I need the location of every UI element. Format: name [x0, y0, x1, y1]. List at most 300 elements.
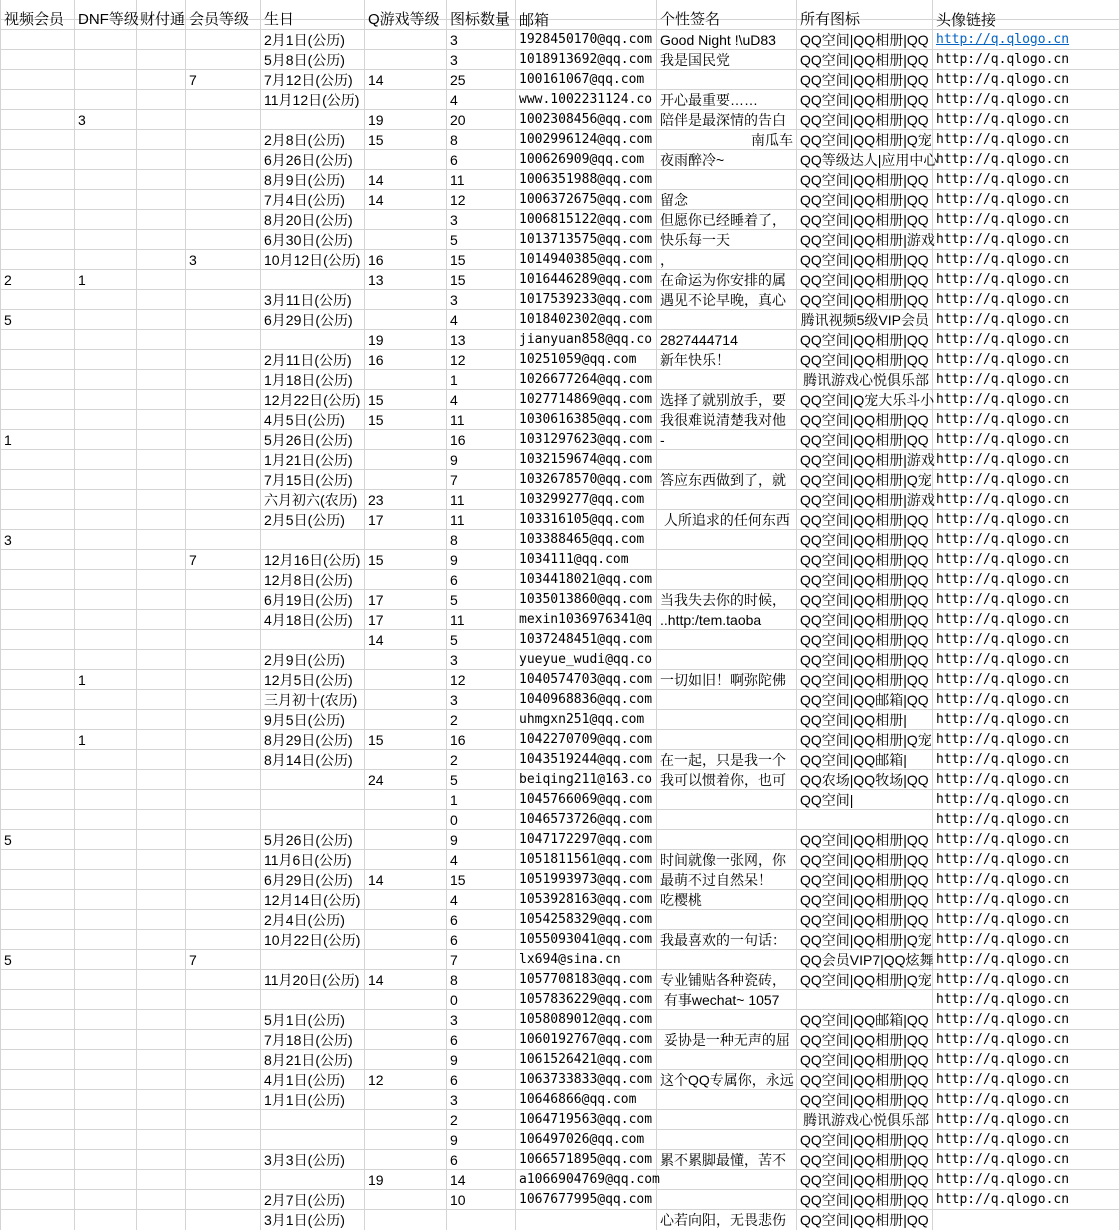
cell-icons[interactable]: QQ空间|QQ相册|QQ [797, 210, 933, 230]
cell-avatar[interactable]: http://q.qlogo.cn [933, 1030, 1120, 1050]
cell-dnf_level[interactable] [75, 290, 137, 310]
cell-video_vip[interactable] [0, 350, 75, 370]
cell-dnf_level[interactable] [75, 970, 137, 990]
cell-icons[interactable]: QQ空间|QQ相册|QQ [797, 90, 933, 110]
header-qgame_level[interactable]: Q游戏等级 [365, 10, 447, 30]
cell-email[interactable]: 1016446289@qq.com [516, 270, 657, 290]
cell-email[interactable]: 1032159674@qq.com [516, 450, 657, 470]
cell-avatar[interactable]: http://q.qlogo.cn [933, 810, 1120, 830]
cell-icons[interactable]: QQ空间|QQ相册|QQ [797, 1050, 933, 1070]
cell-qgame_level[interactable]: 15 [365, 390, 447, 410]
cell-email[interactable]: 1006351988@qq.com [516, 170, 657, 190]
cell-dnf_level[interactable] [75, 310, 137, 330]
cell-avatar[interactable]: http://q.qlogo.cn [933, 650, 1120, 670]
cell-signature[interactable] [657, 810, 797, 830]
cell-email[interactable]: 10646866@qq.com [516, 1090, 657, 1110]
cell-birthday[interactable] [261, 790, 365, 810]
cell-vip_level[interactable] [186, 270, 261, 290]
cell-dnf_level[interactable] [75, 590, 137, 610]
cell-avatar[interactable]: http://q.qlogo.cn [933, 670, 1120, 690]
cell-qgame_level[interactable] [365, 530, 447, 550]
cell-tenpay[interactable] [137, 890, 186, 910]
cell-video_vip[interactable] [0, 850, 75, 870]
cell-birthday[interactable]: 11月6日(公历) [261, 850, 365, 870]
cell-signature[interactable] [657, 370, 797, 390]
cell-email[interactable]: 1037248451@qq.com [516, 630, 657, 650]
cell-icon_count[interactable]: 3 [447, 1010, 516, 1030]
cell-avatar[interactable]: http://q.qlogo.cn [933, 770, 1120, 790]
cell-qgame_level[interactable] [365, 310, 447, 330]
cell-signature[interactable] [657, 910, 797, 930]
cell-dnf_level[interactable] [75, 470, 137, 490]
cell-avatar[interactable]: http://q.qlogo.cn [933, 830, 1120, 850]
cell-icons[interactable]: QQ空间|QQ相册|游戏 [797, 490, 933, 510]
cell-qgame_level[interactable]: 14 [365, 70, 447, 90]
cell-signature[interactable] [657, 790, 797, 810]
cell-avatar[interactable]: http://q.qlogo.cn [933, 910, 1120, 930]
cell-vip_level[interactable] [186, 1110, 261, 1130]
cell-birthday[interactable]: 12月8日(公历) [261, 570, 365, 590]
cell-dnf_level[interactable] [75, 50, 137, 70]
cell-qgame_level[interactable] [365, 470, 447, 490]
cell-tenpay[interactable] [137, 370, 186, 390]
cell-avatar[interactable]: http://q.qlogo.cn [933, 530, 1120, 550]
cell-email[interactable]: 1061526421@qq.com [516, 1050, 657, 1070]
cell-video_vip[interactable] [0, 230, 75, 250]
cell-qgame_level[interactable] [365, 750, 447, 770]
cell-birthday[interactable]: 6月30日(公历) [261, 230, 365, 250]
cell-email[interactable]: yueyue_wudi@qq.co [516, 650, 657, 670]
cell-signature[interactable]: 这个QQ专属你，永远 [657, 1070, 797, 1090]
header-dnf_level[interactable]: DNF等级 [75, 10, 137, 30]
cell-video_vip[interactable]: 1 [0, 430, 75, 450]
cell-signature[interactable] [657, 1170, 797, 1190]
cell-video_vip[interactable] [0, 1010, 75, 1030]
cell-email[interactable]: lx694@sina.cn [516, 950, 657, 970]
cell-avatar[interactable]: http://q.qlogo.cn [933, 490, 1120, 510]
cell-avatar[interactable]: http://q.qlogo.cn [933, 150, 1120, 170]
cell-email[interactable]: 1057708183@qq.com [516, 970, 657, 990]
cell-video_vip[interactable] [0, 1090, 75, 1110]
cell-video_vip[interactable] [0, 170, 75, 190]
cell-icons[interactable]: QQ空间|QQ相册|QQ [797, 510, 933, 530]
cell-dnf_level[interactable] [75, 790, 137, 810]
cell-qgame_level[interactable] [365, 230, 447, 250]
cell-qgame_level[interactable]: 14 [365, 190, 447, 210]
cell-video_vip[interactable] [0, 510, 75, 530]
cell-dnf_level[interactable] [75, 530, 137, 550]
cell-icon_count[interactable]: 11 [447, 610, 516, 630]
cell-email[interactable]: 1046573726@qq.com [516, 810, 657, 830]
cell-email[interactable]: 1040574703@qq.com [516, 670, 657, 690]
cell-email[interactable]: 1066571895@qq.com [516, 1150, 657, 1170]
cell-icons[interactable]: QQ农场|QQ牧场|QQ [797, 770, 933, 790]
header-avatar[interactable]: 头像链接 [933, 10, 1120, 30]
cell-signature[interactable]: 遇见不论早晚，真心 [657, 290, 797, 310]
cell-dnf_level[interactable] [75, 1110, 137, 1130]
cell-qgame_level[interactable] [365, 30, 447, 50]
cell-tenpay[interactable] [137, 610, 186, 630]
cell-avatar[interactable]: http://q.qlogo.cn [933, 630, 1120, 650]
cell-tenpay[interactable] [137, 630, 186, 650]
cell-signature[interactable]: 最萌不过自然呆！ [657, 870, 797, 890]
cell-tenpay[interactable] [137, 730, 186, 750]
cell-dnf_level[interactable] [75, 410, 137, 430]
cell-vip_level[interactable] [186, 710, 261, 730]
cell-signature[interactable]: 我最喜欢的一句话： [657, 930, 797, 950]
cell-video_vip[interactable]: 5 [0, 950, 75, 970]
cell-icons[interactable]: QQ空间|QQ相册|QQ [797, 70, 933, 90]
cell-avatar[interactable]: http://q.qlogo.cn [933, 510, 1120, 530]
cell-icons[interactable]: QQ空间|QQ相册|QQ [797, 330, 933, 350]
cell-video_vip[interactable] [0, 970, 75, 990]
cell-dnf_level[interactable] [75, 910, 137, 930]
cell-qgame_level[interactable] [365, 430, 447, 450]
cell-video_vip[interactable] [0, 870, 75, 890]
cell-icons[interactable]: QQ空间|QQ相册|QQ [797, 1090, 933, 1110]
cell-birthday[interactable] [261, 1110, 365, 1130]
cell-video_vip[interactable] [0, 610, 75, 630]
cell-icons[interactable]: QQ空间|QQ相册|Q宠 [797, 730, 933, 750]
cell-icons[interactable]: QQ空间|QQ相册|QQ [797, 1210, 933, 1230]
cell-email[interactable]: 1064719563@qq.com [516, 1110, 657, 1130]
cell-video_vip[interactable] [0, 390, 75, 410]
cell-birthday[interactable]: 11月20日(公历) [261, 970, 365, 990]
cell-qgame_level[interactable] [365, 1010, 447, 1030]
cell-avatar[interactable]: http://q.qlogo.cn [933, 690, 1120, 710]
cell-tenpay[interactable] [137, 250, 186, 270]
cell-qgame_level[interactable] [365, 450, 447, 470]
cell-icon_count[interactable]: 25 [447, 70, 516, 90]
cell-qgame_level[interactable] [365, 370, 447, 390]
cell-qgame_level[interactable]: 15 [365, 550, 447, 570]
cell-vip_level[interactable] [186, 1150, 261, 1170]
cell-birthday[interactable]: 2月9日(公历) [261, 650, 365, 670]
cell-signature[interactable]: 但愿你已经睡着了， [657, 210, 797, 230]
cell-icons[interactable]: QQ空间|QQ相册|QQ [797, 870, 933, 890]
cell-vip_level[interactable] [186, 470, 261, 490]
cell-tenpay[interactable] [137, 430, 186, 450]
cell-signature[interactable]: ， [657, 250, 797, 270]
cell-dnf_level[interactable] [75, 890, 137, 910]
cell-signature[interactable]: 时间就像一张网，你 [657, 850, 797, 870]
header-signature[interactable]: 个性签名 [657, 10, 797, 30]
cell-icon_count[interactable]: 9 [447, 450, 516, 470]
cell-icon_count[interactable]: 9 [447, 830, 516, 850]
cell-signature[interactable]: 在一起，只是我一个 [657, 750, 797, 770]
cell-icon_count[interactable]: 9 [447, 1050, 516, 1070]
cell-avatar[interactable]: http://q.qlogo.cn [933, 230, 1120, 250]
cell-dnf_level[interactable]: 1 [75, 270, 137, 290]
cell-avatar[interactable]: http://q.qlogo.cn [933, 370, 1120, 390]
cell-qgame_level[interactable]: 17 [365, 510, 447, 530]
cell-vip_level[interactable] [186, 910, 261, 930]
cell-vip_level[interactable] [186, 970, 261, 990]
cell-video_vip[interactable] [0, 30, 75, 50]
cell-signature[interactable]: 吃樱桃 [657, 890, 797, 910]
cell-birthday[interactable]: 4月5日(公历) [261, 410, 365, 430]
cell-avatar[interactable]: http://q.qlogo.cn [933, 1110, 1120, 1130]
cell-birthday[interactable] [261, 1170, 365, 1190]
cell-icon_count[interactable]: 6 [447, 1150, 516, 1170]
cell-vip_level[interactable] [186, 810, 261, 830]
cell-avatar[interactable]: http://q.qlogo.cn [933, 610, 1120, 630]
cell-icon_count[interactable]: 5 [447, 630, 516, 650]
cell-icons[interactable]: QQ空间|QQ邮箱|QQ [797, 690, 933, 710]
cell-icons[interactable]: QQ空间|QQ相册|QQ [797, 110, 933, 130]
cell-dnf_level[interactable] [75, 430, 137, 450]
cell-dnf_level[interactable] [75, 690, 137, 710]
cell-email[interactable]: www.1002231124.co [516, 90, 657, 110]
cell-dnf_level[interactable] [75, 490, 137, 510]
cell-dnf_level[interactable] [75, 250, 137, 270]
cell-dnf_level[interactable] [75, 770, 137, 790]
cell-icons[interactable]: QQ空间|QQ相册|QQ [797, 630, 933, 650]
cell-avatar[interactable] [933, 1210, 1120, 1230]
cell-tenpay[interactable] [137, 450, 186, 470]
cell-qgame_level[interactable]: 15 [365, 130, 447, 150]
cell-qgame_level[interactable]: 15 [365, 730, 447, 750]
cell-dnf_level[interactable] [75, 630, 137, 650]
cell-signature[interactable] [657, 650, 797, 670]
cell-email[interactable]: 1013713575@qq.com [516, 230, 657, 250]
cell-tenpay[interactable] [137, 1010, 186, 1030]
cell-vip_level[interactable] [186, 830, 261, 850]
cell-birthday[interactable]: 12月14日(公历) [261, 890, 365, 910]
cell-vip_level[interactable] [186, 1190, 261, 1210]
cell-vip_level[interactable] [186, 310, 261, 330]
cell-vip_level[interactable] [186, 290, 261, 310]
cell-birthday[interactable]: 12月5日(公历) [261, 670, 365, 690]
cell-birthday[interactable]: 8月14日(公历) [261, 750, 365, 770]
cell-birthday[interactable]: 10月22日(公历) [261, 930, 365, 950]
cell-icons[interactable]: QQ空间|QQ相册|QQ [797, 1150, 933, 1170]
cell-birthday[interactable]: 5月1日(公历) [261, 1010, 365, 1030]
cell-signature[interactable]: 累不累脚最懂，苦不 [657, 1150, 797, 1170]
cell-tenpay[interactable] [137, 850, 186, 870]
cell-tenpay[interactable] [137, 770, 186, 790]
cell-email[interactable]: 1006372675@qq.com [516, 190, 657, 210]
cell-icon_count[interactable]: 2 [447, 710, 516, 730]
cell-video_vip[interactable]: 2 [0, 270, 75, 290]
cell-birthday[interactable] [261, 270, 365, 290]
cell-tenpay[interactable] [137, 530, 186, 550]
cell-icons[interactable]: QQ空间|QQ相册|QQ [797, 830, 933, 850]
cell-tenpay[interactable] [137, 410, 186, 430]
cell-video_vip[interactable] [0, 590, 75, 610]
cell-qgame_level[interactable] [365, 690, 447, 710]
cell-birthday[interactable]: 1月1日(公历) [261, 1090, 365, 1110]
cell-birthday[interactable] [261, 1130, 365, 1150]
cell-signature[interactable] [657, 830, 797, 850]
cell-signature[interactable]: 人所追求的任何东西 [657, 510, 797, 530]
cell-tenpay[interactable] [137, 190, 186, 210]
cell-vip_level[interactable] [186, 1070, 261, 1090]
cell-video_vip[interactable] [0, 990, 75, 1010]
cell-qgame_level[interactable] [365, 790, 447, 810]
cell-dnf_level[interactable] [75, 1090, 137, 1110]
cell-qgame_level[interactable]: 12 [365, 1070, 447, 1090]
cell-qgame_level[interactable] [365, 150, 447, 170]
cell-birthday[interactable] [261, 990, 365, 1010]
cell-vip_level[interactable] [186, 190, 261, 210]
cell-tenpay[interactable] [137, 1110, 186, 1130]
cell-icons[interactable]: QQ空间|QQ相册|QQ [797, 410, 933, 430]
cell-dnf_level[interactable]: 1 [75, 730, 137, 750]
cell-vip_level[interactable] [186, 890, 261, 910]
cell-video_vip[interactable] [0, 1210, 75, 1230]
cell-vip_level[interactable] [186, 1030, 261, 1050]
cell-birthday[interactable]: 8月21日(公历) [261, 1050, 365, 1070]
cell-vip_level[interactable] [186, 230, 261, 250]
cell-avatar[interactable]: http://q.qlogo.cn [933, 330, 1120, 350]
cell-tenpay[interactable] [137, 110, 186, 130]
cell-video_vip[interactable] [0, 370, 75, 390]
cell-qgame_level[interactable] [365, 210, 447, 230]
cell-vip_level[interactable] [186, 570, 261, 590]
cell-dnf_level[interactable] [75, 950, 137, 970]
cell-video_vip[interactable] [0, 1030, 75, 1050]
cell-video_vip[interactable] [0, 910, 75, 930]
cell-birthday[interactable] [261, 950, 365, 970]
cell-vip_level[interactable] [186, 930, 261, 950]
cell-signature[interactable] [657, 710, 797, 730]
cell-dnf_level[interactable] [75, 130, 137, 150]
cell-tenpay[interactable] [137, 990, 186, 1010]
cell-dnf_level[interactable] [75, 1070, 137, 1090]
cell-vip_level[interactable] [186, 670, 261, 690]
cell-email[interactable]: 1034111@qq.com [516, 550, 657, 570]
cell-icon_count[interactable]: 4 [447, 310, 516, 330]
cell-avatar[interactable]: http://q.qlogo.cn [933, 1010, 1120, 1030]
cell-birthday[interactable] [261, 530, 365, 550]
cell-tenpay[interactable] [137, 150, 186, 170]
cell-birthday[interactable]: 2月1日(公历) [261, 30, 365, 50]
cell-avatar[interactable]: http://q.qlogo.cn [933, 590, 1120, 610]
cell-email[interactable]: 1018402302@qq.com [516, 310, 657, 330]
cell-signature[interactable] [657, 1190, 797, 1210]
cell-video_vip[interactable] [0, 490, 75, 510]
cell-video_vip[interactable]: 5 [0, 830, 75, 850]
cell-email[interactable] [516, 1210, 657, 1230]
cell-tenpay[interactable] [137, 830, 186, 850]
cell-signature[interactable]: 当我失去你的时候， [657, 590, 797, 610]
cell-email[interactable]: 1928450170@qq.com [516, 30, 657, 50]
cell-tenpay[interactable] [137, 750, 186, 770]
cell-qgame_level[interactable] [365, 650, 447, 670]
cell-dnf_level[interactable] [75, 190, 137, 210]
cell-birthday[interactable]: 11月12日(公历) [261, 90, 365, 110]
cell-icons[interactable]: QQ空间|QQ相册|QQ [797, 350, 933, 370]
header-tenpay[interactable]: 财付通 [137, 10, 186, 30]
cell-dnf_level[interactable] [75, 230, 137, 250]
cell-video_vip[interactable] [0, 150, 75, 170]
cell-icons[interactable]: QQ空间|QQ相册|QQ [797, 1190, 933, 1210]
cell-icons[interactable]: QQ空间|QQ相册|QQ [797, 50, 933, 70]
cell-dnf_level[interactable] [75, 710, 137, 730]
cell-dnf_level[interactable] [75, 610, 137, 630]
cell-avatar[interactable] [933, 30, 1120, 50]
cell-icons[interactable]: QQ空间|QQ相册|QQ [797, 570, 933, 590]
cell-tenpay[interactable] [137, 910, 186, 930]
cell-video_vip[interactable] [0, 810, 75, 830]
cell-dnf_level[interactable] [75, 990, 137, 1010]
cell-tenpay[interactable] [137, 570, 186, 590]
cell-signature[interactable] [657, 490, 797, 510]
cell-icon_count[interactable]: 6 [447, 150, 516, 170]
cell-email[interactable]: 1042270709@qq.com [516, 730, 657, 750]
cell-tenpay[interactable] [137, 390, 186, 410]
cell-avatar[interactable]: http://q.qlogo.cn [933, 850, 1120, 870]
cell-icon_count[interactable]: 13 [447, 330, 516, 350]
cell-icons[interactable]: QQ空间|QQ相册|QQ [797, 30, 933, 50]
cell-icons[interactable]: QQ等级达人|应用中心 [797, 150, 933, 170]
cell-video_vip[interactable] [0, 330, 75, 350]
cell-vip_level[interactable] [186, 870, 261, 890]
cell-video_vip[interactable] [0, 750, 75, 770]
cell-birthday[interactable]: 5月26日(公历) [261, 830, 365, 850]
cell-video_vip[interactable] [0, 210, 75, 230]
cell-vip_level[interactable] [186, 750, 261, 770]
cell-video_vip[interactable] [0, 50, 75, 70]
cell-dnf_level[interactable]: 1 [75, 670, 137, 690]
cell-tenpay[interactable] [137, 1190, 186, 1210]
cell-signature[interactable]: 快乐每一天 [657, 230, 797, 250]
cell-qgame_level[interactable] [365, 290, 447, 310]
cell-dnf_level[interactable] [75, 1170, 137, 1190]
cell-video_vip[interactable] [0, 470, 75, 490]
cell-birthday[interactable]: 三月初十(农历) [261, 690, 365, 710]
cell-dnf_level[interactable] [75, 370, 137, 390]
cell-birthday[interactable]: 10月12日(公历) [261, 250, 365, 270]
cell-qgame_level[interactable]: 24 [365, 770, 447, 790]
cell-video_vip[interactable] [0, 290, 75, 310]
cell-video_vip[interactable] [0, 410, 75, 430]
cell-email[interactable]: 1027714869@qq.com [516, 390, 657, 410]
cell-birthday[interactable]: 2月7日(公历) [261, 1190, 365, 1210]
cell-icons[interactable]: QQ空间|QQ邮箱|QQ [797, 1010, 933, 1030]
cell-video_vip[interactable] [0, 450, 75, 470]
cell-icons[interactable]: QQ空间|QQ相册|QQ [797, 190, 933, 210]
cell-qgame_level[interactable] [365, 50, 447, 70]
cell-dnf_level[interactable] [75, 390, 137, 410]
cell-icon_count[interactable]: 6 [447, 930, 516, 950]
cell-tenpay[interactable] [137, 50, 186, 70]
cell-email[interactable]: 1054258329@qq.com [516, 910, 657, 930]
cell-icon_count[interactable]: 3 [447, 650, 516, 670]
cell-dnf_level[interactable] [75, 870, 137, 890]
cell-icons[interactable]: QQ空间|QQ相册|QQ [797, 290, 933, 310]
cell-email[interactable]: 1045766069@qq.com [516, 790, 657, 810]
cell-signature[interactable] [657, 1110, 797, 1130]
cell-icons[interactable]: QQ空间|QQ相册|QQ [797, 670, 933, 690]
cell-icon_count[interactable]: 11 [447, 510, 516, 530]
cell-video_vip[interactable] [0, 1050, 75, 1070]
cell-qgame_level[interactable] [365, 90, 447, 110]
cell-signature[interactable]: 留念 [657, 190, 797, 210]
cell-vip_level[interactable] [186, 130, 261, 150]
cell-icon_count[interactable]: 12 [447, 350, 516, 370]
cell-email[interactable]: 1002996124@qq.com [516, 130, 657, 150]
cell-vip_level[interactable] [186, 990, 261, 1010]
cell-tenpay[interactable] [137, 1090, 186, 1110]
cell-birthday[interactable]: 12月16日(公历) [261, 550, 365, 570]
cell-vip_level[interactable] [186, 410, 261, 430]
cell-qgame_level[interactable] [365, 990, 447, 1010]
cell-signature[interactable] [657, 70, 797, 90]
cell-icon_count[interactable]: 3 [447, 50, 516, 70]
cell-email[interactable]: 1043519244@qq.com [516, 750, 657, 770]
